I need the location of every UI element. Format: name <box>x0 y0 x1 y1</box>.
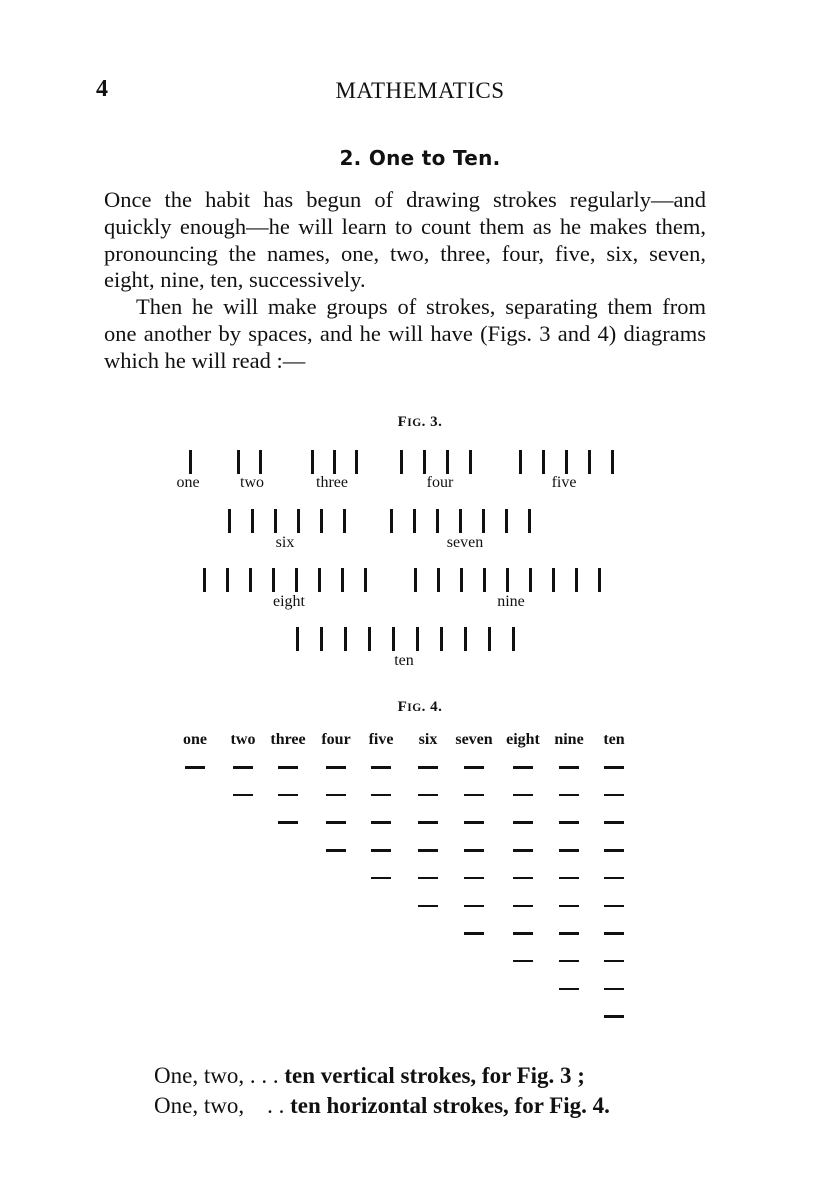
figure-4-caption-prefix: F <box>397 699 408 715</box>
summary-line-1-bold: ten vertical strokes, for Fig. 3 ; <box>284 1063 585 1088</box>
horizontal-stroke-eight <box>513 821 533 824</box>
vertical-stroke <box>483 568 486 592</box>
column-label-ten: ten <box>603 731 625 748</box>
column-label-nine: nine <box>554 731 584 748</box>
horizontal-stroke-three <box>278 794 298 797</box>
page-number: 4 <box>96 76 108 102</box>
stroke-group-label-six: six <box>275 534 295 551</box>
vertical-stroke <box>423 450 426 474</box>
horizontal-stroke-seven <box>464 877 484 880</box>
column-label-six: six <box>418 731 438 748</box>
horizontal-stroke-three <box>278 766 298 769</box>
vertical-stroke <box>249 568 252 592</box>
stroke-group-label-three: three <box>316 474 348 491</box>
stroke-group-label-five: five <box>551 474 577 491</box>
horizontal-stroke-nine <box>559 877 579 880</box>
vertical-stroke <box>344 627 347 651</box>
vertical-stroke <box>364 568 367 592</box>
vertical-stroke <box>446 450 449 474</box>
horizontal-stroke-ten <box>604 766 624 769</box>
horizontal-stroke-nine <box>559 960 579 963</box>
column-label-seven: seven <box>455 731 493 748</box>
horizontal-stroke-eight <box>513 905 533 908</box>
summary-line-1 <box>154 1063 585 1089</box>
vertical-stroke <box>272 568 275 592</box>
vertical-stroke <box>203 568 206 592</box>
horizontal-stroke-ten <box>604 794 624 797</box>
vertical-stroke <box>459 509 462 533</box>
horizontal-stroke-five <box>371 821 391 824</box>
paragraph-2: Then he will make groups of strokes, separating them from one another by spaces, and he will have (Figs. 3 and 4) diagrams which he will read :— <box>104 294 706 373</box>
vertical-stroke <box>392 627 395 651</box>
vertical-stroke <box>355 450 358 474</box>
horizontal-stroke-ten <box>604 1015 624 1018</box>
horizontal-stroke-three <box>278 821 298 824</box>
column-label-two: two <box>230 731 256 748</box>
vertical-stroke <box>542 450 545 474</box>
column-label-three: three <box>270 731 306 748</box>
figure-3-caption-smallcaps: IG <box>407 417 422 429</box>
figure-4-caption-smallcaps: IG <box>407 702 422 714</box>
vertical-stroke <box>519 450 522 474</box>
horizontal-stroke-seven <box>464 849 484 852</box>
vertical-stroke <box>464 627 467 651</box>
vertical-stroke <box>295 568 298 592</box>
horizontal-stroke-nine <box>559 932 579 935</box>
horizontal-stroke-eight <box>513 766 533 769</box>
horizontal-stroke-five <box>371 766 391 769</box>
vertical-stroke <box>228 509 231 533</box>
body-text <box>104 187 706 375</box>
vertical-stroke <box>436 509 439 533</box>
horizontal-stroke-seven <box>464 794 484 797</box>
vertical-stroke <box>414 568 417 592</box>
vertical-stroke <box>528 509 531 533</box>
horizontal-stroke-four <box>326 849 346 852</box>
figure-3-caption-suffix: . 3. <box>421 414 443 430</box>
vertical-stroke <box>320 509 323 533</box>
vertical-stroke <box>488 627 491 651</box>
stroke-group-label-two: two <box>240 474 264 491</box>
horizontal-stroke-six <box>418 877 438 880</box>
horizontal-stroke-six <box>418 849 438 852</box>
horizontal-stroke-ten <box>604 988 624 991</box>
figure-3-caption <box>0 414 840 431</box>
horizontal-stroke-ten <box>604 849 624 852</box>
vertical-stroke <box>311 450 314 474</box>
vertical-stroke <box>320 627 323 651</box>
vertical-stroke <box>552 568 555 592</box>
horizontal-stroke-ten <box>604 905 624 908</box>
vertical-stroke <box>368 627 371 651</box>
vertical-stroke <box>416 627 419 651</box>
vertical-stroke <box>390 509 393 533</box>
vertical-stroke <box>341 568 344 592</box>
vertical-stroke <box>460 568 463 592</box>
stroke-group-label-ten: ten <box>394 652 414 669</box>
vertical-stroke <box>400 450 403 474</box>
column-label-five: five <box>368 731 394 748</box>
summary-line-2-bold: ten horizontal strokes, for Fig. 4. <box>290 1093 610 1118</box>
summary-line-2 <box>154 1093 610 1119</box>
vertical-stroke <box>506 568 509 592</box>
vertical-stroke <box>318 568 321 592</box>
vertical-stroke <box>333 450 336 474</box>
horizontal-stroke-eight <box>513 932 533 935</box>
horizontal-stroke-ten <box>604 932 624 935</box>
horizontal-stroke-nine <box>559 905 579 908</box>
vertical-stroke <box>296 627 299 651</box>
stroke-group-label-one: one <box>176 474 200 491</box>
horizontal-stroke-ten <box>604 877 624 880</box>
horizontal-stroke-seven <box>464 905 484 908</box>
summary-line-2-start: One, two, . . <box>154 1093 291 1118</box>
vertical-stroke <box>469 450 472 474</box>
horizontal-stroke-seven <box>464 932 484 935</box>
figure-3-caption-prefix: F <box>397 414 408 430</box>
stroke-group-label-eight: eight <box>273 593 305 610</box>
section-title: 2. One to Ten. <box>339 146 501 170</box>
vertical-stroke <box>598 568 601 592</box>
vertical-stroke <box>343 509 346 533</box>
vertical-stroke <box>413 509 416 533</box>
horizontal-stroke-two <box>233 766 253 769</box>
horizontal-stroke-eight <box>513 960 533 963</box>
vertical-stroke <box>297 509 300 533</box>
horizontal-stroke-seven <box>464 821 484 824</box>
horizontal-stroke-five <box>371 849 391 852</box>
horizontal-stroke-six <box>418 905 438 908</box>
horizontal-stroke-ten <box>604 821 624 824</box>
vertical-stroke <box>575 568 578 592</box>
horizontal-stroke-nine <box>559 821 579 824</box>
vertical-stroke <box>226 568 229 592</box>
figure-4-caption-suffix: . 4. <box>421 699 443 715</box>
horizontal-stroke-eight <box>513 877 533 880</box>
stroke-group-label-seven: seven <box>446 534 484 551</box>
horizontal-stroke-eight <box>513 794 533 797</box>
vertical-stroke <box>440 627 443 651</box>
vertical-stroke <box>588 450 591 474</box>
horizontal-stroke-four <box>326 794 346 797</box>
vertical-stroke <box>505 509 508 533</box>
vertical-stroke <box>437 568 440 592</box>
horizontal-stroke-nine <box>559 794 579 797</box>
vertical-stroke <box>237 450 240 474</box>
horizontal-stroke-six <box>418 794 438 797</box>
vertical-stroke <box>512 627 515 651</box>
paragraph-1: Once the habit has begun of drawing strokes regularly—and quickly enough—he will learn to count them as he makes them, pronouncing the names, one, two, three, four, five, six, seven, eight, nine, ten, successively. <box>104 187 706 293</box>
horizontal-stroke-four <box>326 766 346 769</box>
vertical-stroke <box>189 450 192 474</box>
column-label-four: four <box>321 731 351 748</box>
column-label-one: one <box>183 731 207 748</box>
vertical-stroke <box>611 450 614 474</box>
stroke-group-label-nine: nine <box>497 593 525 610</box>
column-label-eight: eight <box>506 731 540 748</box>
stroke-group-label-four: four <box>426 474 454 491</box>
horizontal-stroke-seven <box>464 766 484 769</box>
vertical-stroke <box>565 450 568 474</box>
summary-line-1-start: One, two, . . . <box>154 1063 285 1088</box>
vertical-stroke <box>529 568 532 592</box>
horizontal-stroke-five <box>371 877 391 880</box>
vertical-stroke <box>274 509 277 533</box>
horizontal-stroke-ten <box>604 960 624 963</box>
horizontal-stroke-four <box>326 821 346 824</box>
running-title: MATHEMATICS <box>335 78 505 103</box>
horizontal-stroke-two <box>233 794 253 797</box>
horizontal-stroke-nine <box>559 988 579 991</box>
vertical-stroke <box>482 509 485 533</box>
horizontal-stroke-eight <box>513 849 533 852</box>
horizontal-stroke-one <box>185 766 205 769</box>
vertical-stroke <box>259 450 262 474</box>
horizontal-stroke-five <box>371 794 391 797</box>
horizontal-stroke-six <box>418 766 438 769</box>
vertical-stroke <box>251 509 254 533</box>
horizontal-stroke-nine <box>559 849 579 852</box>
figure-4-caption <box>0 699 840 716</box>
horizontal-stroke-six <box>418 821 438 824</box>
horizontal-stroke-nine <box>559 766 579 769</box>
